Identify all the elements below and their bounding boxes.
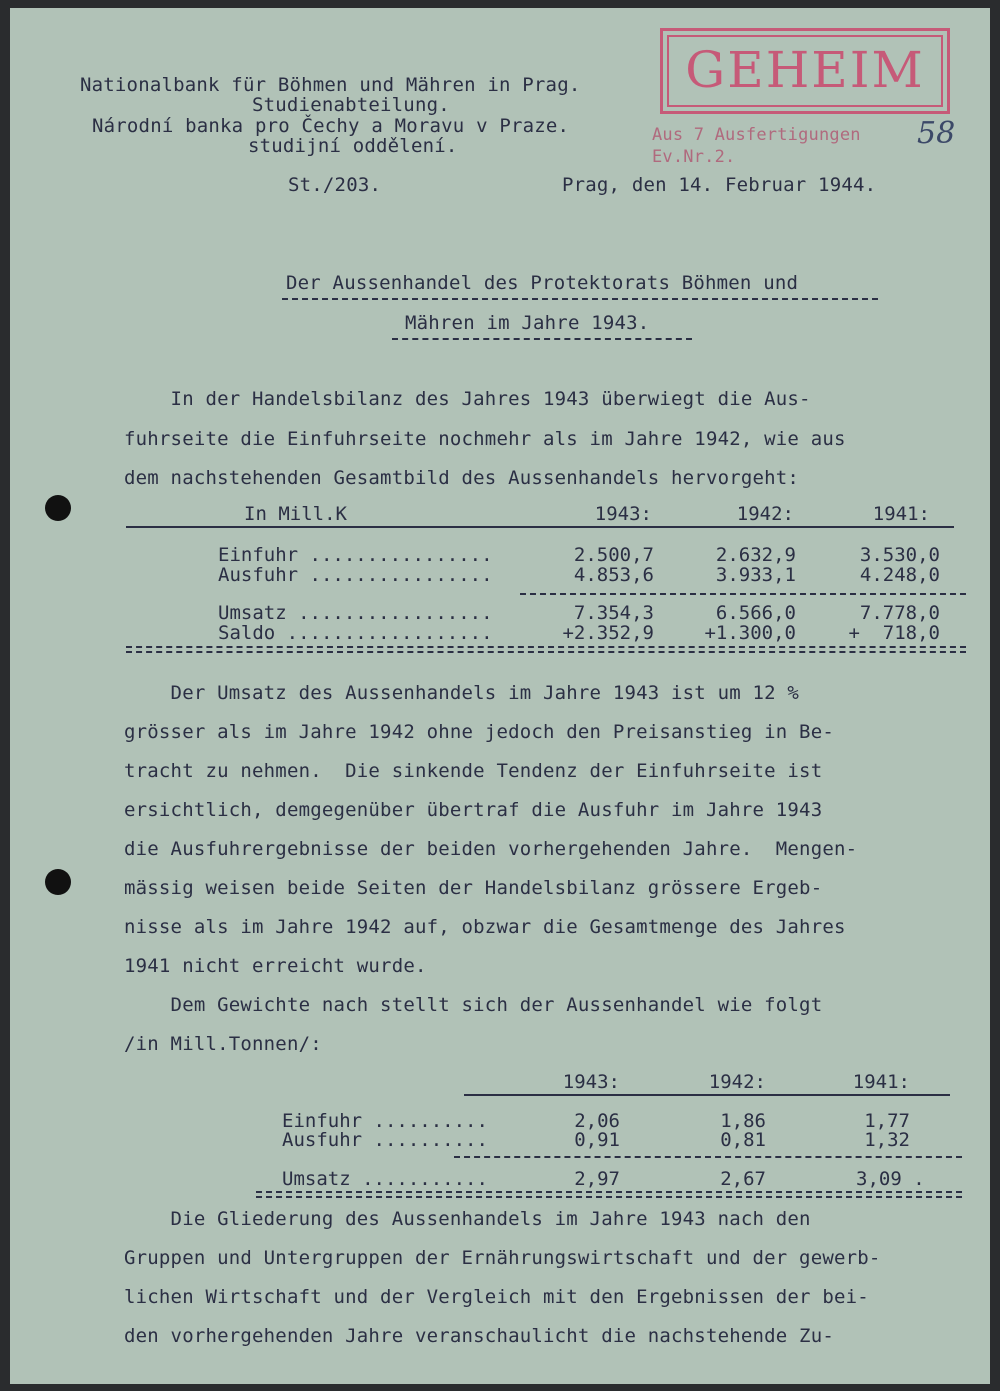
- table2-row-label: Einfuhr ..........: [282, 1110, 488, 1132]
- para4-line-4: den vorhergehenden Jahre veranschaulicht die nachstehende Zu-: [124, 1325, 834, 1347]
- table1-cell: 3.530,0: [859, 544, 940, 566]
- table1-cell: 2.500,7: [573, 544, 654, 566]
- table2-year-1941: 1941:: [852, 1071, 910, 1093]
- copies-note: Aus 7 Ausfertigungen: [652, 125, 861, 145]
- table1-cell: 7.778,0: [859, 602, 940, 624]
- table1-row-label: Einfuhr ................: [218, 544, 493, 566]
- para4-line-1: Die Gliederung des Aussenhandels im Jahre 1943 nach den: [124, 1208, 811, 1230]
- title-underline-1: [282, 298, 878, 300]
- table2-cell: 0,91: [574, 1129, 620, 1151]
- title-line-1: Der Aussenhandel des Protektorats Böhmen und: [286, 272, 799, 294]
- table1-row-label: Ausfuhr ................: [218, 564, 493, 586]
- table1-row-label: Saldo ..................: [218, 622, 493, 644]
- para2-line-4: ersichtlich, demgegenüber übertraf die Ausfuhr im Jahre 1943: [124, 799, 823, 821]
- title-line-2: Mähren im Jahre 1943.: [405, 312, 650, 334]
- para2-line-3: tracht zu nehmen. Die sinkende Tendenz der Einfuhrseite ist: [124, 760, 823, 782]
- para2-line-7: nisse als im Jahre 1942 auf, obzwar die Gesamtmenge des Jahres: [124, 916, 846, 938]
- table1-cell: 3.933,1: [715, 564, 796, 586]
- table1-year-1941: 1941:: [872, 503, 930, 525]
- table1-cell: +1.300,0: [704, 622, 796, 644]
- bank-name-cz: Národní banka pro Čechy a Moravu v Praze.: [92, 115, 570, 137]
- para3-line-1: Dem Gewichte nach stellt sich der Aussenhandel wie folgt: [124, 994, 823, 1016]
- table1-header-rule: [126, 526, 954, 528]
- handwritten-number: 58: [917, 116, 956, 151]
- department-de: Studienabteilung.: [252, 94, 450, 116]
- table1-total-rule: [126, 646, 966, 653]
- document-date: Prag, den 14. Februar 1944.: [562, 174, 877, 196]
- table1-cell: 7.354,3: [573, 602, 654, 624]
- table2-header-rule: [464, 1094, 950, 1096]
- table2-cell: 2,97: [574, 1168, 620, 1190]
- document-page: [10, 8, 990, 1384]
- table1-cell: 4.853,6: [573, 564, 654, 586]
- punch-hole-top: [45, 495, 71, 521]
- table2-cell: 1,86: [720, 1110, 766, 1132]
- table1-cell: +2.352,9: [562, 622, 654, 644]
- table2-cell: 3,09 .: [856, 1168, 925, 1190]
- para2-line-1: Der Umsatz des Aussenhandels im Jahre 1943 ist um 12 %: [124, 682, 800, 704]
- table1-year-1943: 1943:: [594, 503, 652, 525]
- table1-unit: In Mill.K: [244, 503, 347, 525]
- table1-cell: + 718,0: [848, 622, 940, 644]
- copy-number: Ev.Nr.2.: [652, 147, 736, 167]
- table1-cell: 2.632,9: [715, 544, 796, 566]
- para4-line-3: lichen Wirtschaft und der Vergleich mit den Ergebnissen der bei-: [124, 1286, 869, 1308]
- table2-year-1943: 1943:: [562, 1071, 620, 1093]
- table2-cell: 2,06: [574, 1110, 620, 1132]
- table2-row-label: Umsatz ...........: [282, 1168, 488, 1190]
- punch-hole-bottom: [45, 869, 71, 895]
- table2-year-1942: 1942:: [708, 1071, 766, 1093]
- para1-line-3: dem nachstehenden Gesamtbild des Aussenhandels hervorgeht:: [124, 467, 800, 489]
- para3-line-2: /in Mill.Tonnen/:: [124, 1033, 322, 1055]
- para1-line-1: In der Handelsbilanz des Jahres 1943 überwiegt die Aus-: [124, 388, 811, 410]
- bank-name-de: Nationalbank für Böhmen und Mähren in Prag.: [80, 74, 581, 96]
- para4-line-2: Gruppen und Untergruppen der Ernährungswirtschaft und der gewerb-: [124, 1247, 881, 1269]
- table1-cell: 6.566,0: [715, 602, 796, 624]
- para2-line-8: 1941 nicht erreicht wurde.: [124, 955, 427, 977]
- table1-cell: 4.248,0: [859, 564, 940, 586]
- table2-row-label: Ausfuhr ..........: [282, 1129, 488, 1151]
- table2-cell: 2,67: [720, 1168, 766, 1190]
- para2-line-6: mässig weisen beide Seiten der Handelsbilanz grössere Ergeb-: [124, 877, 823, 899]
- para2-line-5: die Ausfuhrergebnisse der beiden vorhergehenden Jahre. Mengen-: [124, 838, 858, 860]
- title-underline-2: [392, 338, 692, 340]
- department-cz: studijní oddělení.: [248, 135, 458, 157]
- table2-sum-rule: [454, 1156, 962, 1158]
- reference-number: St./203.: [288, 174, 382, 196]
- table1-row-label: Umsatz .................: [218, 602, 493, 624]
- table1-year-1942: 1942:: [736, 503, 794, 525]
- table2-cell: 1,77: [864, 1110, 910, 1132]
- table2-cell: 0,81: [720, 1129, 766, 1151]
- para2-line-2: grösser als im Jahre 1942 ohne jedoch den Preisanstieg in Be-: [124, 721, 834, 743]
- table1-sum-rule: [520, 593, 966, 595]
- secret-stamp: GEHEIM: [660, 28, 950, 114]
- table2-cell: 1,32: [864, 1129, 910, 1151]
- table2-total-rule: [256, 1191, 962, 1198]
- para1-line-2: fuhrseite die Einfuhrseite nochmehr als im Jahre 1942, wie aus: [124, 428, 846, 450]
